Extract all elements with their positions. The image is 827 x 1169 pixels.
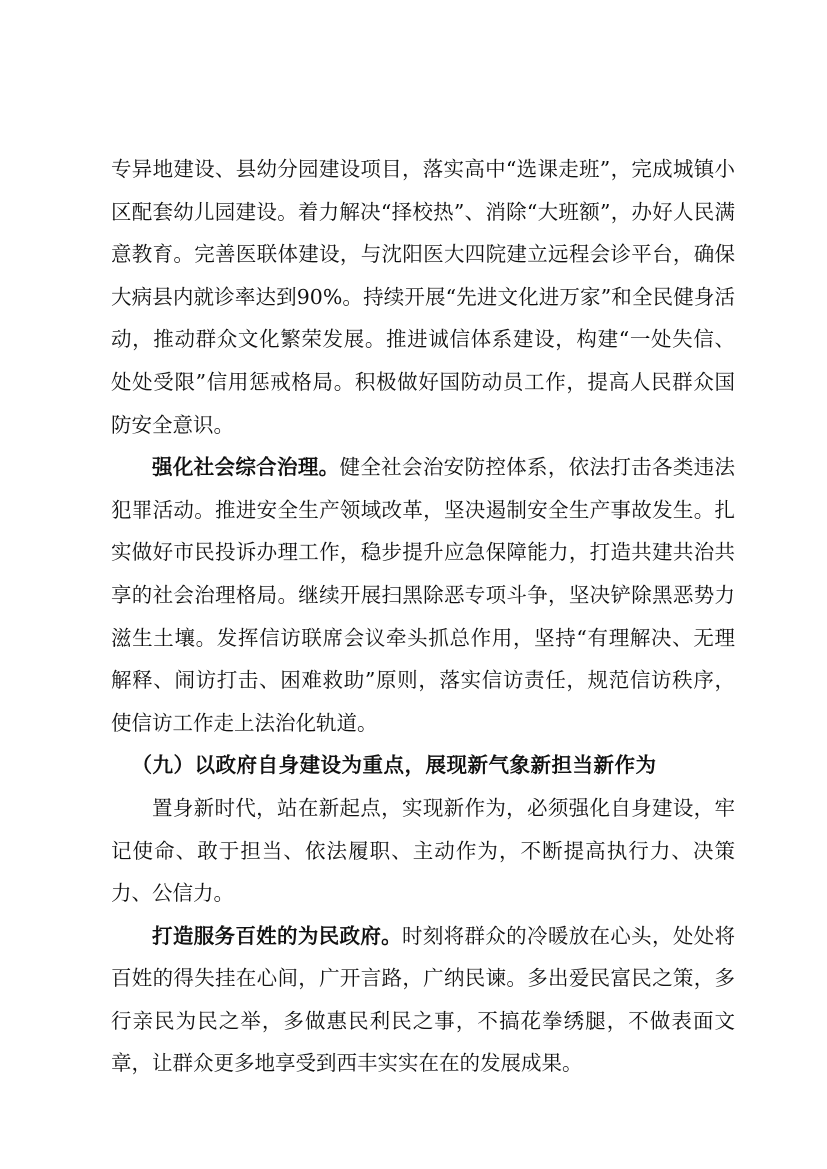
paragraph-service-government <box>111 915 735 1085</box>
paragraph-lead-title: 打造服务百姓的为民政府。 <box>152 923 402 948</box>
paragraph-lead-title: 强化社会综合治理。 <box>152 455 340 480</box>
paragraph-text: 置身新时代，站在新起点，实现新作为，必须强化自身建设，牢记使命、敢于担当、依法履职、主动作为，不断提高执行力、决策力、公信力。 <box>111 795 735 906</box>
section-heading-nine: （九）以政府自身建设为重点，展现新气象新担当新作为 <box>131 753 657 778</box>
document-body <box>111 148 735 1085</box>
paragraph-education-culture <box>111 148 735 446</box>
paragraph-text: 健全社会治安防控体系，依法打击各类违法犯罪活动。推进安全生产领域改革，坚决遏制安全生产事故发生。扎实做好市民投诉办理工作，稳步提升应急保障能力，打造共建共治共享的社会治理格局。继续开展扫黑除恶专项斗争，坚决铲除黑恶势力滋生土壤。发挥信访联席会议牵头抓总作用，坚持“有理解决、无理解释、闹访打击、困难救助”原则，落实信访责任，规范信访秩序，使信访工作走上法治化轨道。 <box>111 455 735 735</box>
paragraph-text: 时刻将群众的冷暖放在心头，处处将百姓的得失挂在心间，广开言路，广纳民谏。多出爱民富民之策，多行亲民为民之举，多做惠民利民之事，不搞花拳绣腿，不做表面文章，让群众更多地享受到西丰实实在在的发展成果。 <box>111 923 735 1076</box>
paragraph-social-governance <box>111 446 735 744</box>
paragraph-text: 专异地建设、县幼分园建设项目，落实高中“选课走班”，完成城镇小区配套幼儿园建设。着力解决“择校热”、消除“大班额”，办好人民满意教育。完善医联体建设，与沈阳医大四院建立远程会诊平台，确保大病县内就诊率达到90%。持续开展“先进文化进万家”和全民健身活动，推动群众文化繁荣发展。推进诚信体系建设，构建“一处失信、处处受限”信用惩戒格局。积极做好国防动员工作，提高人民群众国防安全意识。 <box>111 157 735 437</box>
paragraph-self-construction <box>111 787 735 915</box>
